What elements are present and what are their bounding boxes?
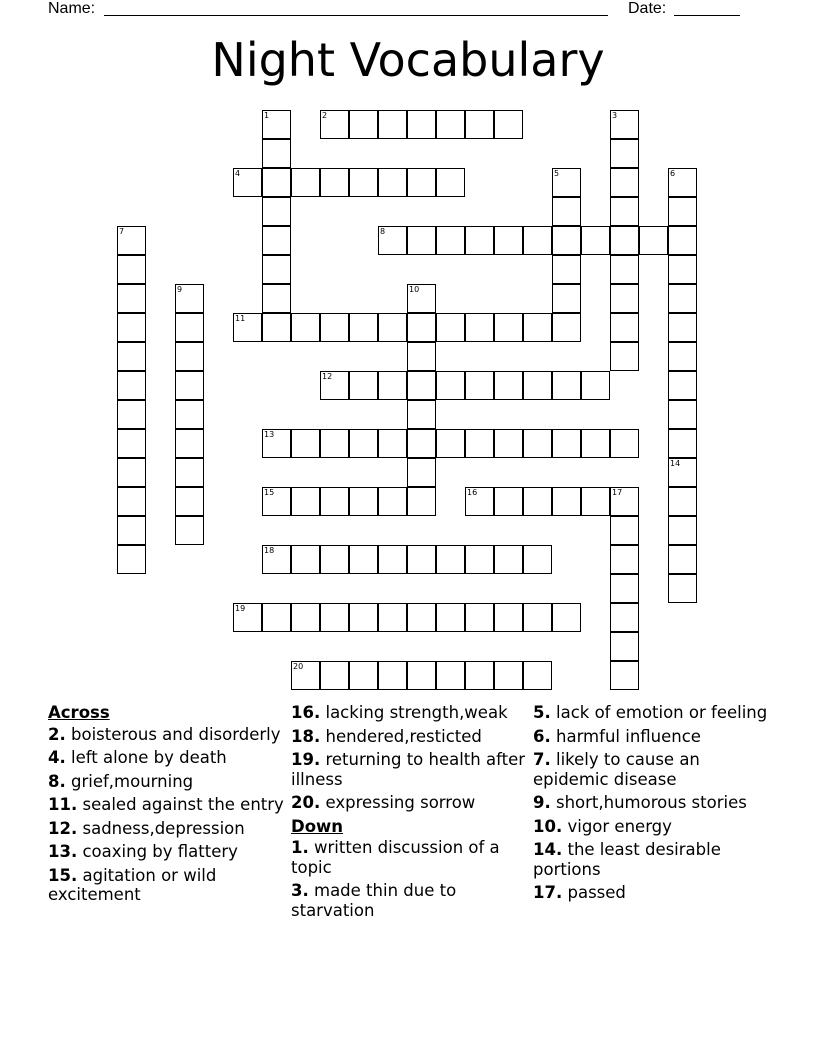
grid-cell[interactable] (668, 516, 697, 545)
clue-number: 11 (235, 314, 246, 323)
grid-cell[interactable] (465, 487, 494, 516)
grid-cell[interactable] (407, 168, 436, 197)
clue-column-2 (291, 703, 527, 924)
grid-cell[interactable] (610, 545, 639, 574)
grid-cell[interactable] (523, 661, 552, 690)
grid-cell[interactable] (262, 545, 291, 574)
clue-down-7: 7. likely to cause an epidemic disease (533, 750, 700, 789)
grid-cell[interactable] (610, 255, 639, 284)
clue-across-19: 19. returning to health after illness (291, 750, 526, 789)
grid-cell[interactable] (175, 458, 204, 487)
grid-cell[interactable] (610, 661, 639, 690)
grid-cell[interactable] (610, 603, 639, 632)
grid-cell[interactable] (175, 342, 204, 371)
grid-cell[interactable] (378, 545, 407, 574)
grid-cell[interactable] (262, 226, 291, 255)
clue-down-3: 3. made thin due to starvation (291, 881, 457, 920)
clue-across-13: 13. coaxing by flattery (48, 842, 238, 861)
grid-cell[interactable] (117, 458, 146, 487)
grid-cell[interactable] (668, 342, 697, 371)
grid-cell[interactable] (407, 661, 436, 690)
grid-cell[interactable] (494, 603, 523, 632)
grid-cell[interactable] (117, 255, 146, 284)
grid-cell[interactable] (175, 429, 204, 458)
clue-down-5: 5. lack of emotion or feeling (533, 703, 768, 722)
grid-cell[interactable] (494, 313, 523, 342)
clue-down-1: 1. written discussion of a topic (291, 838, 500, 877)
clue-across-4: 4. left alone by death (48, 748, 227, 767)
grid-cell[interactable] (291, 168, 320, 197)
clue-across-16: 16. lacking strength,weak (291, 703, 508, 722)
grid-cell[interactable] (494, 661, 523, 690)
clue-number: 8 (380, 227, 386, 236)
grid-cell[interactable] (378, 429, 407, 458)
clue-number: 20 (293, 662, 304, 671)
grid-cell[interactable] (175, 371, 204, 400)
grid-cell[interactable] (291, 487, 320, 516)
grid-cell[interactable] (523, 603, 552, 632)
clue-number: 5 (554, 169, 560, 178)
clue-number: 9 (177, 285, 183, 294)
grid-cell[interactable] (465, 110, 494, 139)
grid-cell[interactable] (349, 429, 378, 458)
grid-cell[interactable] (668, 487, 697, 516)
grid-cell[interactable] (117, 400, 146, 429)
date-label: Date: (628, 0, 667, 17)
grid-cell[interactable] (668, 458, 697, 487)
grid-cell[interactable] (610, 226, 639, 255)
grid-cell[interactable] (407, 429, 436, 458)
clue-number: 12 (322, 372, 333, 381)
grid-cell[interactable] (610, 313, 639, 342)
clue-across-11: 11. sealed against the entry (48, 795, 284, 814)
grid-cell[interactable] (175, 284, 204, 313)
grid-cell[interactable] (552, 255, 581, 284)
grid-cell[interactable] (494, 545, 523, 574)
grid-cell[interactable] (407, 342, 436, 371)
grid-cell[interactable] (320, 545, 349, 574)
grid-cell[interactable] (668, 197, 697, 226)
grid-cell[interactable] (349, 313, 378, 342)
grid-cell[interactable] (407, 110, 436, 139)
grid-cell[interactable] (523, 226, 552, 255)
grid-cell[interactable] (175, 487, 204, 516)
down-heading: Down (291, 816, 344, 836)
grid-cell[interactable] (465, 429, 494, 458)
clue-down-6: 6. harmful influence (533, 726, 701, 746)
grid-cell[interactable] (465, 603, 494, 632)
grid-cell[interactable] (523, 429, 552, 458)
clue-across-20: 20. expressing sorrow (291, 793, 476, 812)
grid-cell[interactable] (407, 226, 436, 255)
grid-cell[interactable] (378, 110, 407, 139)
grid-cell[interactable] (233, 168, 262, 197)
clue-across-2: 2. boisterous and disorderly (48, 724, 281, 744)
grid-cell[interactable] (610, 197, 639, 226)
grid-cell[interactable] (262, 139, 291, 168)
grid-cell[interactable] (668, 313, 697, 342)
grid-cell[interactable] (668, 168, 697, 197)
grid-cell[interactable] (117, 545, 146, 574)
grid-cell[interactable] (610, 632, 639, 661)
grid-cell[interactable] (436, 313, 465, 342)
grid-cell[interactable] (668, 226, 697, 255)
grid-cell[interactable] (320, 661, 349, 690)
grid-cell[interactable] (407, 400, 436, 429)
grid-cell[interactable] (117, 284, 146, 313)
grid-cell[interactable] (581, 487, 610, 516)
grid-cell[interactable] (320, 429, 349, 458)
grid-cell[interactable] (494, 371, 523, 400)
grid-cell[interactable] (552, 313, 581, 342)
grid-cell[interactable] (291, 545, 320, 574)
grid-cell[interactable] (610, 168, 639, 197)
grid-cell[interactable] (175, 516, 204, 545)
grid-cell[interactable] (349, 661, 378, 690)
grid-cell[interactable] (552, 603, 581, 632)
grid-cell[interactable] (436, 110, 465, 139)
grid-cell[interactable] (494, 429, 523, 458)
clue-number: 7 (119, 227, 125, 236)
grid-cell[interactable] (117, 371, 146, 400)
grid-cell[interactable] (465, 371, 494, 400)
clue-number: 14 (670, 459, 681, 468)
grid-cell[interactable] (407, 284, 436, 313)
grid-cell[interactable] (581, 429, 610, 458)
grid-cell[interactable] (378, 371, 407, 400)
grid-cell[interactable] (668, 574, 697, 603)
grid-cell[interactable] (117, 342, 146, 371)
grid-cell[interactable] (465, 226, 494, 255)
grid-cell[interactable] (233, 603, 262, 632)
grid-cell[interactable] (320, 110, 349, 139)
clue-column-3 (533, 703, 769, 907)
clue-number: 18 (264, 546, 275, 555)
grid-cell[interactable] (668, 400, 697, 429)
grid-cell[interactable] (610, 110, 639, 139)
clue-number: 3 (612, 111, 618, 120)
grid-cell[interactable] (668, 284, 697, 313)
grid-cell[interactable] (552, 487, 581, 516)
grid-cell[interactable] (233, 313, 262, 342)
grid-cell[interactable] (610, 574, 639, 603)
clue-down-10: 10. vigor energy (533, 816, 672, 836)
grid-cell[interactable] (262, 197, 291, 226)
grid-cell[interactable] (523, 371, 552, 400)
grid-cell[interactable] (378, 661, 407, 690)
grid-cell[interactable] (668, 371, 697, 400)
grid-cell[interactable] (349, 603, 378, 632)
name-label: Name: (48, 0, 96, 17)
clue-number: 6 (670, 169, 676, 178)
clue-number: 2 (322, 111, 328, 120)
grid-cell[interactable] (436, 168, 465, 197)
grid-cell[interactable] (349, 168, 378, 197)
grid-cell[interactable] (407, 487, 436, 516)
grid-cell[interactable] (407, 313, 436, 342)
grid-cell[interactable] (494, 226, 523, 255)
grid-cell[interactable] (465, 545, 494, 574)
grid-cell[interactable] (291, 661, 320, 690)
grid-cell[interactable] (349, 110, 378, 139)
grid-cell[interactable] (262, 487, 291, 516)
grid-cell[interactable] (407, 603, 436, 632)
clue-number: 19 (235, 604, 246, 613)
grid-cell[interactable] (552, 429, 581, 458)
clue-down-14: 14. the least desirable portions (533, 840, 721, 879)
clue-across-12: 12. sadness,depression (48, 818, 245, 838)
grid-cell[interactable] (610, 487, 639, 516)
grid-cell[interactable] (349, 487, 378, 516)
grid-cell[interactable] (407, 545, 436, 574)
grid-cell[interactable] (494, 110, 523, 139)
grid-cell[interactable] (668, 255, 697, 284)
clue-number: 1 (264, 111, 270, 120)
grid-cell[interactable] (262, 284, 291, 313)
grid-cell[interactable] (465, 313, 494, 342)
clue-number: 15 (264, 488, 275, 497)
grid-cell[interactable] (436, 226, 465, 255)
grid-cell[interactable] (436, 371, 465, 400)
grid-cell[interactable] (668, 545, 697, 574)
grid-cell[interactable] (436, 545, 465, 574)
clue-down-9: 9. short,humorous stories (533, 793, 747, 812)
clue-number: 17 (612, 488, 623, 497)
grid-cell[interactable] (523, 545, 552, 574)
grid-cell[interactable] (668, 429, 697, 458)
grid-cell[interactable] (262, 255, 291, 284)
grid-cell[interactable] (117, 487, 146, 516)
grid-cell[interactable] (262, 429, 291, 458)
grid-cell[interactable] (465, 661, 494, 690)
grid-cell[interactable] (320, 168, 349, 197)
grid-cell[interactable] (320, 313, 349, 342)
grid-cell[interactable] (262, 313, 291, 342)
grid-cell[interactable] (610, 139, 639, 168)
grid-cell[interactable] (581, 371, 610, 400)
clue-number: 13 (264, 430, 275, 439)
grid-cell[interactable] (320, 371, 349, 400)
page-title: Night Vocabulary (211, 33, 605, 87)
clue-number: 10 (409, 285, 420, 294)
grid-cell[interactable] (552, 197, 581, 226)
clue-number: 4 (235, 169, 241, 178)
grid-cell[interactable] (494, 487, 523, 516)
grid-cell[interactable] (320, 487, 349, 516)
grid-cell[interactable] (320, 603, 349, 632)
grid-cell[interactable] (291, 313, 320, 342)
grid-cell[interactable] (378, 487, 407, 516)
grid-cell[interactable] (523, 487, 552, 516)
grid-cell[interactable] (117, 429, 146, 458)
grid-cell[interactable] (378, 603, 407, 632)
grid-cell[interactable] (349, 545, 378, 574)
grid-cell[interactable] (117, 313, 146, 342)
clue-across-18: 18. hendered,resticted (291, 726, 482, 746)
grid-cell[interactable] (552, 168, 581, 197)
clue-column-1 (48, 703, 284, 909)
grid-cell[interactable] (581, 226, 610, 255)
clue-across-15: 15. agitation or wild excitement (48, 865, 217, 904)
grid-cell[interactable] (552, 371, 581, 400)
grid-cell[interactable] (175, 400, 204, 429)
grid-cell[interactable] (407, 371, 436, 400)
grid-cell[interactable] (291, 429, 320, 458)
grid-cell[interactable] (175, 313, 204, 342)
grid-cell[interactable] (262, 168, 291, 197)
grid-cell[interactable] (610, 342, 639, 371)
grid-cell[interactable] (436, 429, 465, 458)
grid-cell[interactable] (407, 458, 436, 487)
grid-cell[interactable] (436, 603, 465, 632)
grid-cell[interactable] (378, 168, 407, 197)
grid-cell[interactable] (523, 313, 552, 342)
grid-cell[interactable] (552, 284, 581, 313)
grid-cell[interactable] (610, 516, 639, 545)
grid-cell[interactable] (436, 661, 465, 690)
grid-cell[interactable] (552, 226, 581, 255)
grid-cell[interactable] (378, 313, 407, 342)
clue-across-8: 8. grief,mourning (48, 771, 194, 791)
grid-cell[interactable] (117, 226, 146, 255)
grid-cell[interactable] (378, 226, 407, 255)
grid-cell[interactable] (610, 284, 639, 313)
across-heading: Across (48, 703, 110, 722)
grid-cell[interactable] (349, 371, 378, 400)
grid-cell[interactable] (262, 110, 291, 139)
grid-cell[interactable] (291, 603, 320, 632)
grid-cell[interactable] (610, 429, 639, 458)
grid-cell[interactable] (639, 226, 668, 255)
clue-number: 16 (467, 488, 478, 497)
grid-cell[interactable] (117, 516, 146, 545)
clue-down-17: 17. passed (533, 883, 626, 902)
grid-cell[interactable] (262, 603, 291, 632)
